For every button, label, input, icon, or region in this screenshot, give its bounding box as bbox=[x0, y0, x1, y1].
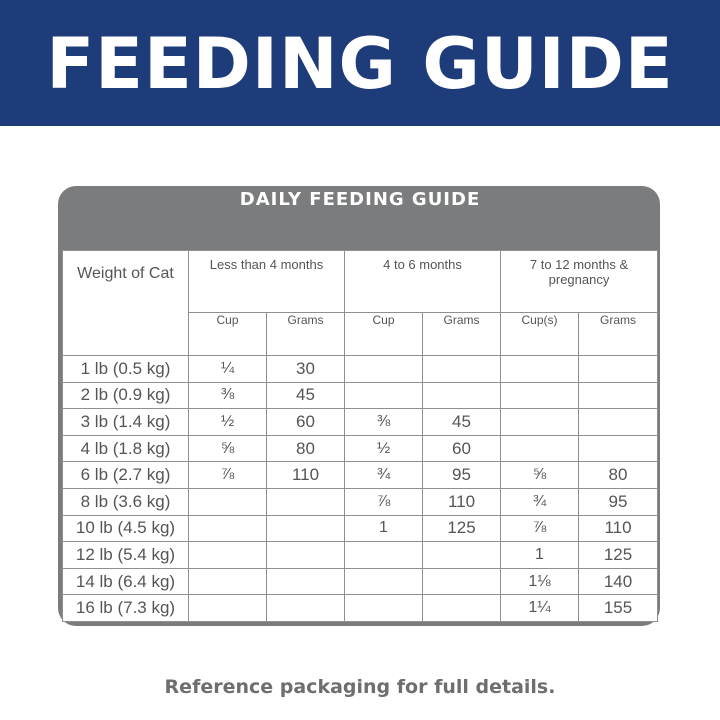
cup-cell bbox=[501, 382, 579, 409]
grams-cell bbox=[423, 356, 501, 383]
grams-column-header: Grams bbox=[423, 313, 501, 356]
grams-cell: 60 bbox=[423, 435, 501, 462]
grams-cell: 60 bbox=[267, 409, 345, 436]
grams-column-header: Grams bbox=[579, 313, 658, 356]
grams-cell: 125 bbox=[423, 515, 501, 542]
table-title: DAILY FEEDING GUIDE bbox=[239, 189, 481, 210]
cup-cell: ⅞ bbox=[345, 488, 423, 515]
cup-cell: 1¼ bbox=[501, 595, 579, 622]
cup-cell: ⅜ bbox=[345, 409, 423, 436]
grams-cell: 110 bbox=[423, 488, 501, 515]
table-row bbox=[63, 542, 658, 569]
cup-cell: 1 bbox=[501, 542, 579, 569]
cup-cell bbox=[189, 595, 267, 622]
table-row bbox=[63, 435, 658, 462]
grams-cell bbox=[267, 568, 345, 595]
grams-cell: 80 bbox=[579, 462, 658, 489]
cup-cell: ¾ bbox=[501, 488, 579, 515]
cup-cell: ⅝ bbox=[189, 435, 267, 462]
grams-cell: 95 bbox=[579, 488, 658, 515]
cup-cell bbox=[345, 568, 423, 595]
table-row bbox=[63, 515, 658, 542]
grams-cell bbox=[579, 356, 658, 383]
cup-cell bbox=[345, 382, 423, 409]
cup-cell: ⅝ bbox=[501, 462, 579, 489]
age-group-header: 7 to 12 months & pregnancy bbox=[501, 251, 658, 313]
cup-cell bbox=[189, 568, 267, 595]
grams-cell: 110 bbox=[579, 515, 658, 542]
table-row bbox=[63, 409, 658, 436]
cup-cell bbox=[345, 542, 423, 569]
grams-cell: 45 bbox=[267, 382, 345, 409]
grams-cell bbox=[423, 382, 501, 409]
cup-cell: ⅜ bbox=[189, 382, 267, 409]
cup-column-header: Cup bbox=[345, 313, 423, 356]
weight-cell: 1 lb (0.5 kg) bbox=[63, 356, 189, 383]
page-title: FEEDING GUIDE bbox=[46, 23, 674, 105]
age-group-header: 4 to 6 months bbox=[345, 251, 501, 313]
grams-cell: 110 bbox=[267, 462, 345, 489]
grams-cell bbox=[267, 488, 345, 515]
cup-cell bbox=[189, 515, 267, 542]
table-row bbox=[63, 382, 658, 409]
weight-cell: 12 lb (5.4 kg) bbox=[63, 542, 189, 569]
header-banner bbox=[0, 0, 720, 126]
cup-cell bbox=[501, 409, 579, 436]
grams-cell bbox=[267, 515, 345, 542]
weight-cell: 3 lb (1.4 kg) bbox=[63, 409, 189, 436]
cup-cell bbox=[345, 356, 423, 383]
feeding-table bbox=[62, 250, 658, 622]
weight-header: Weight of Cat bbox=[63, 251, 189, 356]
cup-cell bbox=[189, 542, 267, 569]
cup-cell: ¾ bbox=[345, 462, 423, 489]
weight-cell: 10 lb (4.5 kg) bbox=[63, 515, 189, 542]
grams-cell bbox=[423, 542, 501, 569]
table-row bbox=[63, 356, 658, 383]
cup-cell bbox=[501, 356, 579, 383]
cup-cell: ½ bbox=[189, 409, 267, 436]
cup-cell: 1⅛ bbox=[501, 568, 579, 595]
cup-cell bbox=[501, 435, 579, 462]
grams-cell bbox=[579, 409, 658, 436]
cup-cell: ⅞ bbox=[501, 515, 579, 542]
grams-cell: 95 bbox=[423, 462, 501, 489]
weight-cell: 2 lb (0.9 kg) bbox=[63, 382, 189, 409]
weight-cell: 14 lb (6.4 kg) bbox=[63, 568, 189, 595]
grams-cell bbox=[423, 568, 501, 595]
weight-cell: 16 lb (7.3 kg) bbox=[63, 595, 189, 622]
grams-cell: 30 bbox=[267, 356, 345, 383]
cup-cell bbox=[345, 595, 423, 622]
age-group-header: Less than 4 months bbox=[189, 251, 345, 313]
footer-note: Reference packaging for full details. bbox=[164, 676, 556, 698]
grams-cell bbox=[267, 542, 345, 569]
cup-cell: ¼ bbox=[189, 356, 267, 383]
cup-cell: ½ bbox=[345, 435, 423, 462]
table-row bbox=[63, 595, 658, 622]
grams-cell bbox=[423, 595, 501, 622]
grams-cell bbox=[579, 435, 658, 462]
table-row bbox=[63, 488, 658, 515]
cup-cell: ⅞ bbox=[189, 462, 267, 489]
grams-cell: 155 bbox=[579, 595, 658, 622]
table-body bbox=[63, 356, 658, 622]
weight-cell: 8 lb (3.6 kg) bbox=[63, 488, 189, 515]
grams-cell: 80 bbox=[267, 435, 345, 462]
weight-cell: 4 lb (1.8 kg) bbox=[63, 435, 189, 462]
grams-cell bbox=[579, 382, 658, 409]
weight-cell: 6 lb (2.7 kg) bbox=[63, 462, 189, 489]
cup-cell bbox=[189, 488, 267, 515]
grams-cell bbox=[267, 595, 345, 622]
grams-cell: 140 bbox=[579, 568, 658, 595]
cup-cell: 1 bbox=[345, 515, 423, 542]
table-row bbox=[63, 462, 658, 489]
cup-column-header: Cup bbox=[189, 313, 267, 356]
table-row bbox=[63, 568, 658, 595]
grams-cell: 45 bbox=[423, 409, 501, 436]
cup-column-header: Cup(s) bbox=[501, 313, 579, 356]
grams-column-header: Grams bbox=[267, 313, 345, 356]
grams-cell: 125 bbox=[579, 542, 658, 569]
